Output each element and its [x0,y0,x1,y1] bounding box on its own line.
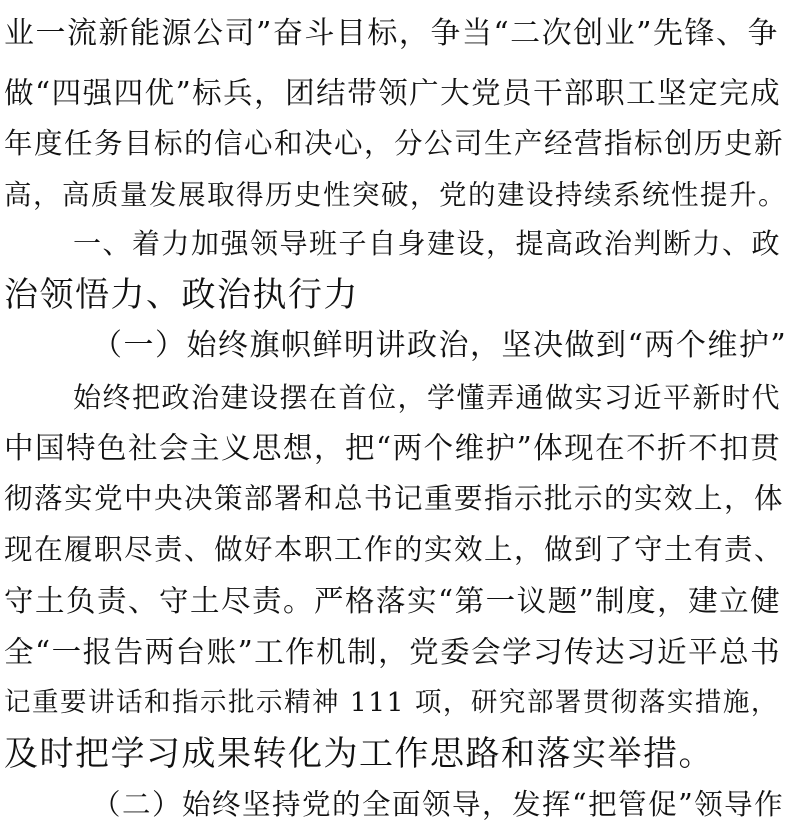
text-line-2: 做“四强四优”标兵，团结带领广大党员干部职工坚定完成 [4,76,782,110]
text-line-14: 记重要讲话和指示批示精神 111 项，研究部署贯彻落实措施， [4,687,779,718]
subsection-heading-2: （二）始终坚持党的全面领导，发挥“把管促”领导作 [92,788,785,821]
text-line-1: 业一流新能源公司”奋斗目标，争当“二次创业”先锋、争 [4,16,780,51]
text-line-4: 高，高质量发展取得历史性突破，党的建设持续系统性提升。 [4,179,787,211]
text-line-13: 全“一报告两台账”工作机制，党委会学习传达习近平总书 [4,635,782,669]
text-line-3: 年度任务目标的信心和决心，分公司生产经营指标创历史新 [4,127,785,160]
subsection-heading-1: （一）始终旗帜鲜明讲政治，坚决做到“两个维护” [92,328,788,363]
section-heading-1a: 一、着力加强领导班子自身建设，提高政治判断力、政 [73,227,782,260]
text-line-8: 始终把政治建设摆在首位，学懂弄通做实习近平新时代 [73,381,782,414]
text-line-12: 守土负责、守土尽责。严格落实“第一议题”制度，建立健 [4,584,782,618]
text-line-11: 现在履职尽责、做好本职工作的实效上，做到了守土有责、 [4,533,785,566]
text-line-15: 及时把学习成果转化为工作思路和落实举措。 [4,734,714,774]
text-line-9: 中国特色社会主义思想，把“两个维护”体现在不折不扣贯 [4,431,782,465]
section-heading-1b: 治领悟力、政治执行力 [4,275,359,315]
text-line-10: 彻落实党中央决策部署和总书记重要指示批示的实效上，体 [4,482,785,515]
